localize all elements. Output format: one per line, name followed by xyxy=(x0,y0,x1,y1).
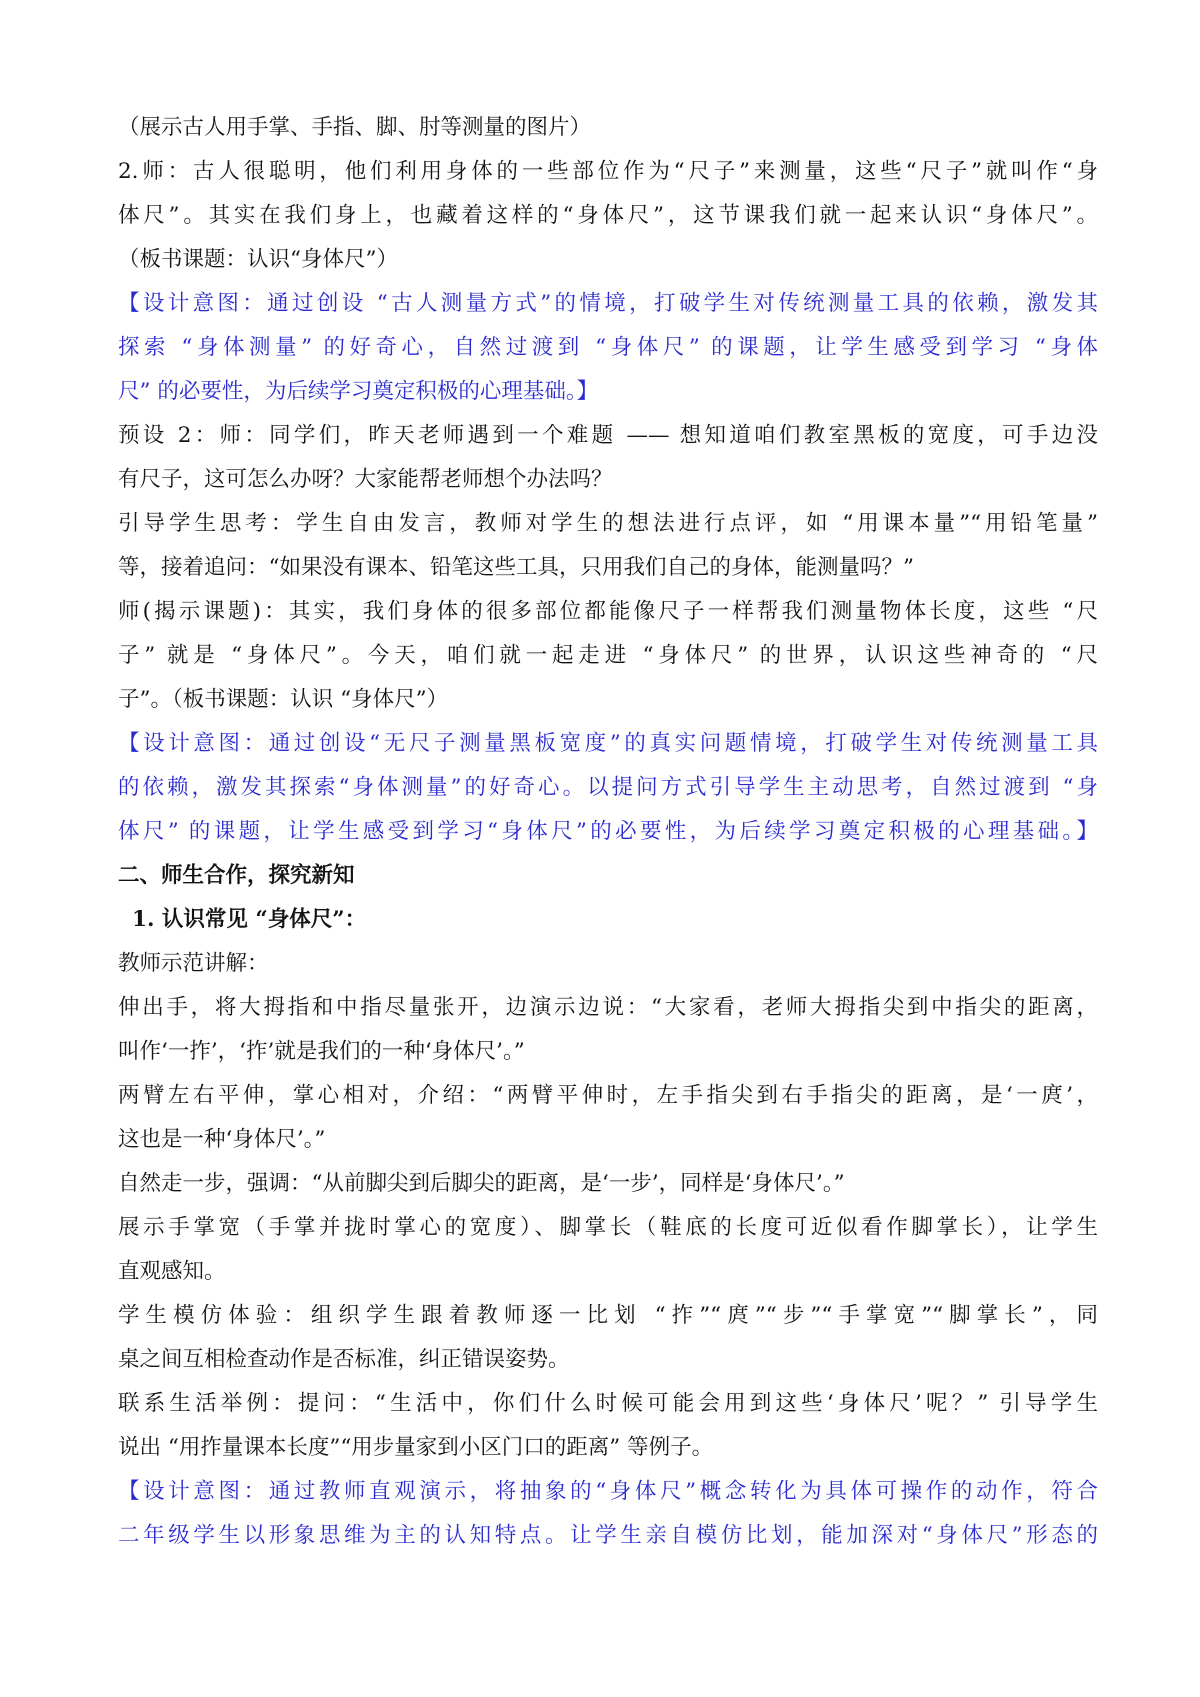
text-line: （展示古人用手掌、手指、脚、肘等测量的图片） xyxy=(118,115,592,140)
text-line: 叫作‘一拃’，‘拃’就是我们的一种‘身体尺’。” xyxy=(118,1039,525,1064)
text-line: 师(揭示课题)：其实，我们身体的很多部位都能像尺子一样帮我们测量物体长度，这些 “尺 xyxy=(118,599,1098,624)
text-line: 子” 就是 “身体尺”。今天，咱们就一起走进 “身体尺” 的世界，认识这些神奇的 “尺 xyxy=(118,643,1098,668)
text-line: 预设 2：师：同学们，昨天老师遇到一个难题 —— 想知道咱们教室黑板的宽度，可手边没 xyxy=(118,423,1098,448)
text-line: 2.师：古人很聪明，他们利用身体的一些部位作为“尺子”来测量，这些“尺子”就叫作“身 xyxy=(118,159,1098,184)
text-line: 自然走一步，强调：“从前脚尖到后脚尖的距离，是‘一步’，同样是‘身体尺’。” xyxy=(118,1171,845,1196)
text-line: 桌之间互相检查动作是否标准，纠正错误姿势。 xyxy=(118,1347,570,1372)
text-line: 两臂左右平伸，掌心相对，介绍：“两臂平伸时，左手指尖到右手指尖的距离，是‘一庹’， xyxy=(118,1083,1098,1108)
text-line: 教师示范讲解： xyxy=(118,951,269,976)
design-intent-line: 探索 “身体测量” 的好奇心，自然过渡到 “身体尺” 的课题，让学生感受到学习 “身体 xyxy=(118,335,1098,360)
text-line: （板书课题：认识“身体尺”） xyxy=(118,247,398,272)
text-line: 等，接着追问：“如果没有课本、铅笔这些工具，只用我们自己的身体，能测量吗？” xyxy=(118,555,914,580)
design-intent-line: 的依赖，激发其探索“身体测量”的好奇心。以提问方式引导学生主动思考，自然过渡到 “身 xyxy=(118,775,1098,800)
text-line: 伸出手，将大拇指和中指尽量张开，边演示边说：“大家看，老师大拇指尖到中指尖的距离， xyxy=(118,995,1098,1020)
design-intent-line: 【设计意图：通过创设“无尺子测量黑板宽度”的真实问题情境，打破学生对传统测量工具 xyxy=(118,731,1098,756)
text-line: 体尺”。其实在我们身上，也藏着这样的“身体尺”，这节课我们就一起来认识“身体尺”。 xyxy=(118,203,1098,228)
document-page xyxy=(118,106,1098,1558)
design-intent-line: 【设计意图：通过创设 “古人测量方式”的情境，打破学生对传统测量工具的依赖，激发其 xyxy=(118,291,1098,316)
text-line: 展示手掌宽（手掌并拢时掌心的宽度）、脚掌长（鞋底的长度可近似看作脚掌长），让学生 xyxy=(118,1215,1098,1240)
design-intent-line: 体尺” 的课题，让学生感受到学习“身体尺”的必要性，为后续学习奠定积极的心理基础。】 xyxy=(118,819,1098,844)
text-line: 联系生活举例：提问：“生活中，你们什么时候可能会用到这些‘身体尺’呢？” 引导学生 xyxy=(118,1391,1098,1416)
text-line: 有尺子，这可怎么办呀？大家能帮老师想个办法吗？ xyxy=(118,467,613,492)
text-line: 子”。（板书课题：认识 “身体尺”） xyxy=(118,687,449,712)
design-intent-line: 二年级学生以形象思维为主的认知特点。让学生亲自模仿比划，能加深对“身体尺”形态的 xyxy=(118,1523,1098,1548)
design-intent-line: 尺” 的必要性，为后续学习奠定积极的心理基础。】 xyxy=(118,379,599,404)
text-line: 说出 “用拃量课本长度”“用步量家到小区门口的距离” 等例子。 xyxy=(118,1435,714,1460)
text-line: 引导学生思考：学生自由发言，教师对学生的想法进行点评，如 “用课本量”“用铅笔量” xyxy=(118,511,1098,536)
subsection-heading: 1. 认识常见 “身体尺”： xyxy=(132,907,367,932)
section-heading: 二、师生合作，探究新知 xyxy=(118,863,355,888)
text-line: 学生模仿体验：组织学生跟着教师逐一比划 “拃”“庹”“步”“手掌宽”“脚掌长”，同 xyxy=(118,1303,1098,1328)
text-line: 这也是一种‘身体尺’。” xyxy=(118,1127,326,1152)
design-intent-line: 【设计意图：通过教师直观演示，将抽象的“身体尺”概念转化为具体可操作的动作，符合 xyxy=(118,1479,1098,1504)
text-line: 直观感知。 xyxy=(118,1259,226,1284)
